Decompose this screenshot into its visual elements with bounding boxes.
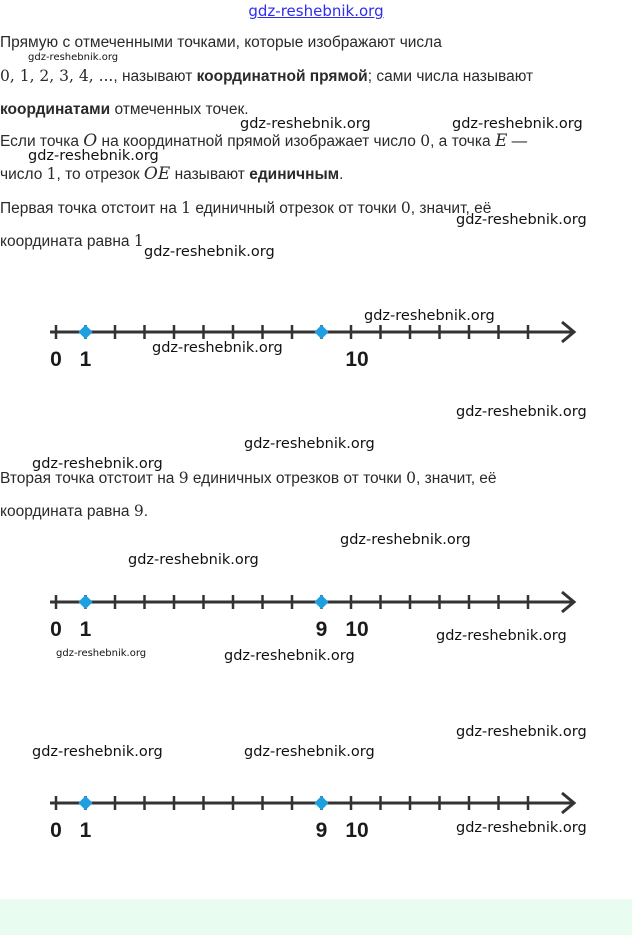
segment-OE: OE <box>143 164 171 184</box>
numbers-sequence: 0, 1, 2, 3, 4, ... <box>0 67 114 85</box>
watermark: gdz-reshebnik.org <box>224 648 355 664</box>
tick-label: 10 <box>345 819 369 841</box>
watermark: gdz-reshebnik.org <box>244 436 375 452</box>
marked-point <box>314 325 328 339</box>
tick-label: 0 <box>50 819 62 841</box>
watermark: gdz-reshebnik.org <box>32 744 163 760</box>
tick-label: 1 <box>79 618 92 640</box>
watermark: gdz-reshebnik.org <box>364 308 495 324</box>
term-unit-segment: единичным <box>249 166 340 183</box>
watermark: gdz-reshebnik.org <box>28 148 159 164</box>
watermark: gdz-reshebnik.org <box>456 404 587 420</box>
definition-line-4: Если точка O на координатной прямой изображает число 0, а точка E — <box>0 131 528 151</box>
marked-point <box>314 595 328 609</box>
watermark: gdz-reshebnik.org <box>152 340 283 356</box>
tick-label: 1 <box>79 348 92 370</box>
watermark: gdz-reshebnik.org <box>340 532 471 548</box>
marked-point <box>78 796 92 810</box>
watermark: gdz-reshebnik.org <box>456 212 587 228</box>
term-coordinate-line: координатной прямой <box>196 68 368 85</box>
definition-line-3: координатами отмеченных точек. <box>0 101 249 118</box>
first-point-line-1: Первая точка отстоит на 1 единичный отрезок от точки 0, значит, её <box>0 199 492 217</box>
term-coordinates: координатами <box>0 101 111 118</box>
number-line-1 <box>50 318 582 370</box>
tick-label: 0 <box>50 348 62 370</box>
watermark: gdz-reshebnik.org <box>456 724 587 740</box>
bottom-band <box>0 899 632 935</box>
point-O: O <box>83 131 98 151</box>
tick-label: 9 <box>315 618 328 640</box>
point-E: E <box>494 131 508 151</box>
tick-label: 9 <box>315 819 328 841</box>
tick-label: 0 <box>50 618 62 640</box>
marked-point <box>314 796 328 810</box>
second-point-line-1: Вторая точка отстоит на 9 единичных отрезков от точки 0, значит, её <box>0 469 497 487</box>
watermark: gdz-reshebnik.org <box>452 116 583 132</box>
site-logo[interactable]: gdz-reshebnik.org <box>248 2 384 20</box>
first-point-line-2: координата равна 1 <box>0 232 144 250</box>
tick-label: 10 <box>345 618 369 640</box>
marked-point <box>78 595 92 609</box>
definition-line-1: Прямую с отмеченными точками, которые изображают числа <box>0 34 442 51</box>
watermark: gdz-reshebnik.org <box>456 820 587 836</box>
watermark: gdz-reshebnik.org <box>436 628 567 644</box>
tick-label: 10 <box>345 348 369 370</box>
definition-line-5: число 1, то отрезок OE называют единичным. <box>0 164 344 184</box>
marked-point <box>78 325 92 339</box>
tick-label: 1 <box>79 819 92 841</box>
watermark: gdz-reshebnik.org <box>244 744 375 760</box>
watermark: gdz-reshebnik.org <box>128 552 259 568</box>
watermark: gdz-reshebnik.org <box>240 116 371 132</box>
watermark: gdz-reshebnik.org <box>28 52 119 63</box>
watermark: gdz-reshebnik.org <box>32 456 163 472</box>
definition-line-2: 0, 1, 2, 3, 4, ..., называют координатной прямой; сами числа называют <box>0 67 534 85</box>
watermark: gdz-reshebnik.org <box>144 244 275 260</box>
second-point-line-2: координата равна 9. <box>0 502 149 520</box>
watermark: gdz-reshebnik.org <box>56 648 147 659</box>
